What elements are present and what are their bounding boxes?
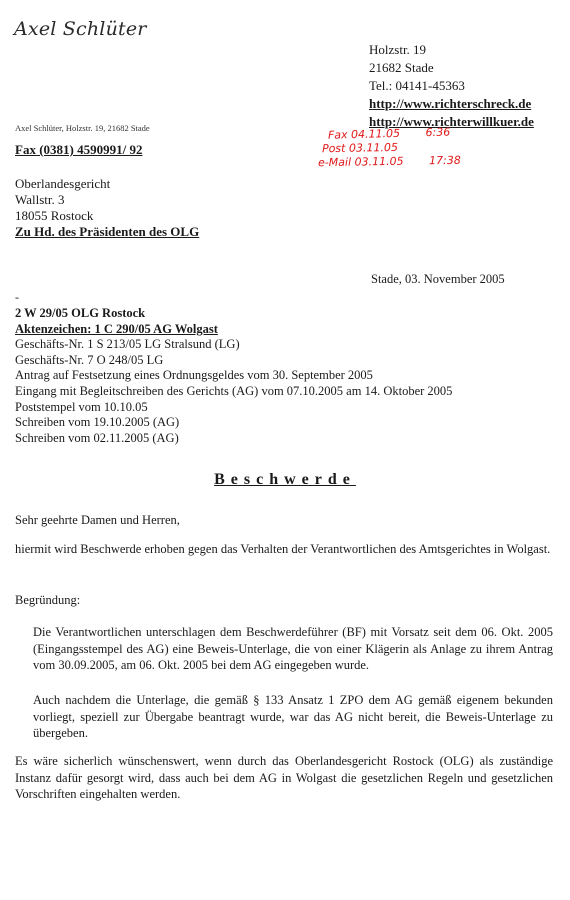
recipient-attention: Zu Hd. des Präsidenten des OLG bbox=[15, 224, 200, 239]
reference-line: Schreiben vom 02.11.2005 (AG) bbox=[15, 430, 179, 445]
stamp-date: 03.11.05 bbox=[354, 154, 404, 169]
stamp-label: Fax bbox=[327, 128, 348, 142]
reference-line: Schreiben vom 19.10.2005 (AG) bbox=[15, 415, 180, 430]
reference-line: Eingang mit Begleitschreiben des Gerichts (AG) vom 07.10.2005 am 14. Oktober 2005 bbox=[15, 383, 453, 398]
reference-olg: 2 W 29/05 OLG Rostock bbox=[15, 306, 146, 320]
paragraph-reason-1: Die Verantwortlichen unterschlagen dem Beschwerdeführer (BF) mit Vorsatz seit dem 06. Okt. 2005 (Eingangsstempel des AG) eine Beweis-Unterlage, die von einer Klägerin als Anlage zu ihrem Antrag vom 30.09.2005, am 06. Okt. 2005 bei dem AG eingegeben wurde. bbox=[33, 625, 553, 672]
reference-line: Antrag auf Festsetzung eines Ordnungsgeldes vom 30. September 2005 bbox=[15, 368, 373, 383]
reference-block bbox=[15, 306, 452, 446]
recipient-line-2: Wallstr. 3 bbox=[15, 192, 65, 207]
handwritten-stamps bbox=[318, 127, 461, 169]
recipient-address bbox=[15, 176, 199, 240]
reference-line: Geschäfts-Nr. 7 O 248/05 LG bbox=[15, 352, 164, 367]
sender-url-1[interactable]: http://www.richterschreck.de bbox=[369, 96, 532, 111]
fax-number-line: Fax (0381) 4590991/ 92 bbox=[15, 142, 143, 157]
stamp-date: 04.11.05 bbox=[350, 126, 401, 142]
paragraph-reason-2: Auch nachdem die Unterlage, die gemäß § 133 Ansatz 1 ZPO dem AG gemäß eigenem bekunden vorliegt, speziell zur Übergabe beantragt wurde, war das AG nicht bereit, die Beweis-Unterlage zu übergeben. bbox=[33, 693, 553, 740]
begruendung-label: Begründung: bbox=[15, 593, 81, 607]
reference-line: Geschäfts-Nr. 1 S 213/05 LG Stralsund (LG) bbox=[15, 337, 240, 352]
stamp-label: e-Mail bbox=[317, 155, 352, 170]
stamp-email bbox=[318, 154, 461, 170]
recipient-line-1: Oberlandesgericht bbox=[15, 176, 111, 191]
sender-url-2[interactable]: http://www.richterwillkuer.de bbox=[369, 114, 534, 129]
sender-street: Holzstr. 19 bbox=[369, 42, 427, 57]
recipient-line-3: 18055 Rostock bbox=[15, 208, 94, 223]
reference-line: Poststempel vom 10.10.05 bbox=[15, 399, 148, 414]
stamp-label: Post bbox=[321, 141, 346, 156]
salutation: Sehr geehrte Damen und Herren, bbox=[15, 513, 180, 527]
sender-address-block bbox=[369, 41, 534, 131]
stamp-date: 03.11.05 bbox=[348, 140, 399, 155]
stamp-time: 17:38 bbox=[428, 153, 461, 168]
sender-city: 21682 Stade bbox=[369, 60, 434, 75]
sender-name-script: Axel Schlüter bbox=[14, 18, 147, 40]
sender-phone: Tel.: 04141-45363 bbox=[369, 78, 465, 93]
reference-aktenzeichen: Aktenzeichen: 1 C 290/05 AG Wolgast bbox=[15, 321, 218, 336]
date-line: Stade, 03. November 2005 bbox=[371, 272, 505, 286]
document-heading: Beschwerde bbox=[214, 471, 356, 488]
paragraph-intro: hiermit wird Beschwerde erhoben gegen das Verhalten der Verantwortlichen des Amtsgerichtes in Wolgast. bbox=[15, 542, 551, 556]
stamp-time: 6:36 bbox=[425, 125, 451, 140]
paragraph-conclusion: Es wäre sicherlich wünschenswert, wenn durch das Oberlandesgericht Rostock (OLG) als zuständige Instanz dafür gesorgt wird, dass auch bei dem AG in Wolgast die gesetzlichen Regeln und gesetzlichen Vorschriften eingehalten werden. bbox=[15, 754, 553, 801]
return-address-line: Axel Schlüter, Holzstr. 19, 21682 Stade bbox=[15, 123, 150, 133]
dash-mark: - bbox=[15, 290, 19, 304]
